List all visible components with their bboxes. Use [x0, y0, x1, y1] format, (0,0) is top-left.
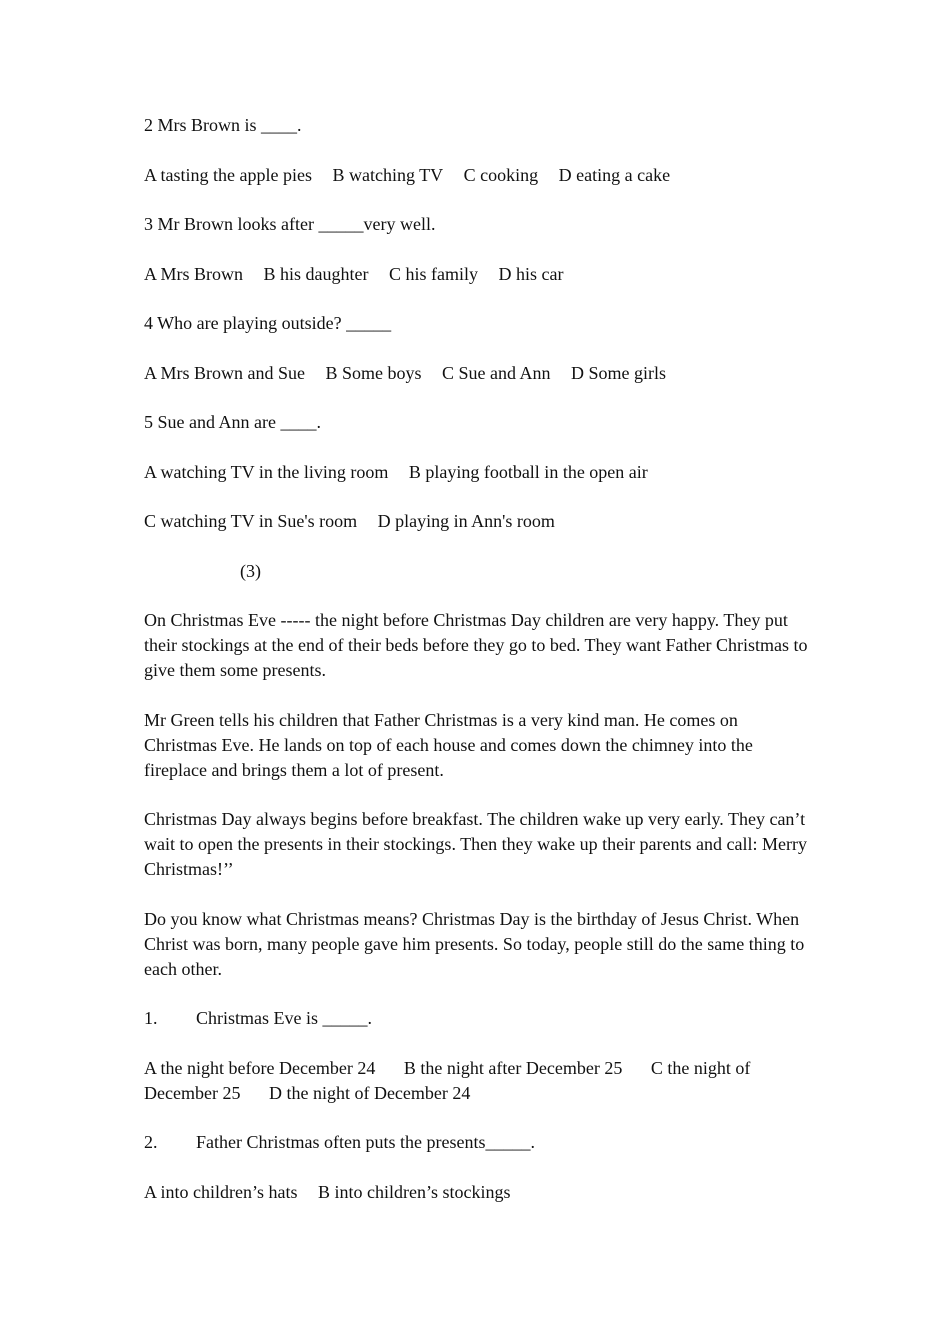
option-b: B watching TV: [332, 164, 444, 185]
option-d: D playing in Ann's room: [377, 511, 555, 531]
option-b: B into children’s stockings: [317, 1181, 511, 1202]
passage-question-2-stem: [144, 1130, 814, 1155]
option-c: C watching TV in Sue's room: [144, 511, 358, 531]
option-c: C the night of December 25: [144, 1057, 751, 1103]
option-b: B playing football in the open air: [408, 461, 648, 482]
question-text: Father Christmas often puts the presents_____.: [196, 1132, 535, 1152]
option-c: C Sue and Ann: [442, 362, 551, 383]
option-c: C cooking: [463, 164, 539, 185]
option-a: A watching TV in the living room: [144, 461, 389, 482]
question-text: Christmas Eve is _____.: [196, 1008, 372, 1028]
question-4-stem: 4 Who are playing outside? _____: [144, 313, 392, 333]
passage-paragraph-4: Do you know what Christmas means? Christmas Day is the birthday of Jesus Christ. When Christ was born, many people gave him presents. So today, people still do the same thing to each other.: [144, 908, 805, 979]
question-5-options-line-2: [144, 509, 814, 534]
option-a: A into children’s hats: [144, 1181, 298, 1202]
question-3-stem: 3 Mr Brown looks after _____very well.: [144, 214, 436, 234]
option-d: D the night of December 24: [268, 1082, 471, 1103]
question-5-stem: 5 Sue and Ann are ____.: [144, 412, 321, 432]
option-a: A Mrs Brown: [144, 263, 244, 284]
option-d: D eating a cake: [558, 164, 671, 185]
passage-paragraph-2: Mr Green tells his children that Father Christmas is a very kind man. He comes on Christmas Eve. He lands on top of each house and comes down the chimney into the fireplace and brings them a lot of present.: [144, 709, 753, 780]
question-3-options: [144, 262, 814, 287]
option-c: C his family: [389, 263, 479, 284]
passage-question-1-options: [144, 1056, 814, 1106]
option-a: A tasting the apple pies: [144, 164, 312, 185]
option-d: D Some girls: [571, 362, 667, 383]
question-number: 1.: [144, 1008, 158, 1028]
option-b: B Some boys: [325, 362, 422, 383]
question-4-options: [144, 361, 814, 386]
document-page: [144, 113, 814, 1229]
question-2-stem: 2 Mrs Brown is ____.: [144, 115, 302, 135]
option-a: A Mrs Brown and Sue: [144, 362, 305, 383]
question-5-options-line-1: [144, 460, 814, 485]
passage-paragraph-1: On Christmas Eve ----- the night before Christmas Day children are very happy. They put their stockings at the end of their beds before they go to bed. They want Father Christmas to give them some presents.: [144, 610, 808, 680]
question-number: 2.: [144, 1132, 158, 1152]
question-2-options: [144, 163, 814, 188]
option-b: B his daughter: [263, 263, 369, 284]
section-label: (3): [240, 560, 261, 581]
passage-question-1-stem: [144, 1006, 814, 1031]
passage-question-2-options: [144, 1180, 814, 1205]
option-b: B the night after December 25: [403, 1057, 623, 1078]
passage-paragraph-3: Christmas Day always begins before breakfast. The children wake up very early. They can’t wait to open the presents in their stockings. Then they wake up their parents and call: Merry Christmas!’’: [144, 809, 807, 879]
option-d: D his car: [498, 263, 564, 284]
option-a: A the night before December 24: [144, 1057, 376, 1078]
